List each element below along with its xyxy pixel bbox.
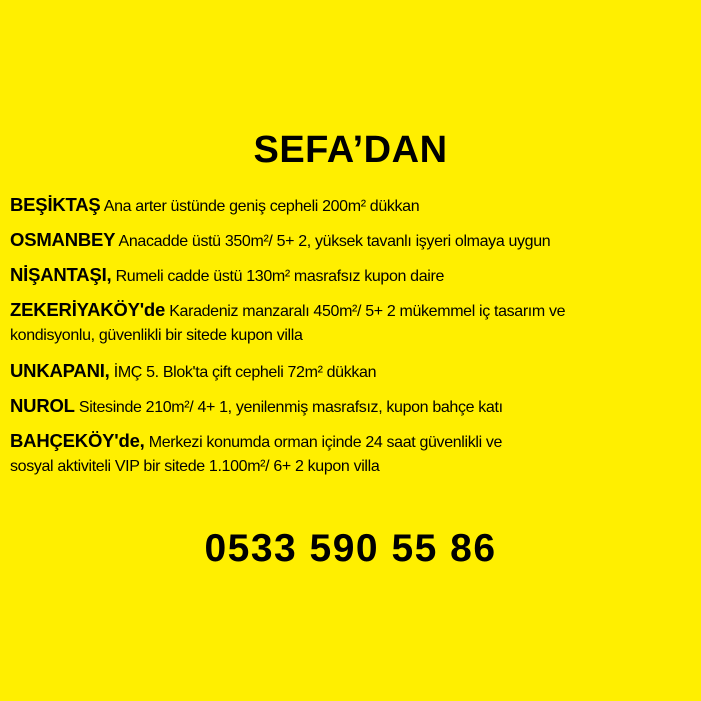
listing-osmanbey bbox=[10, 227, 695, 253]
listing-description: Rumeli cadde üstü 130m² masrafsız kupon daire bbox=[115, 268, 444, 285]
listing-description: Sitesinde 210m²/ 4+ 1, yenilenmiş masrafsız, kupon bahçe katı bbox=[78, 399, 503, 416]
listing-location: NİŞANTAŞI, bbox=[10, 264, 112, 285]
listing-location: BAHÇEKÖY'de, bbox=[10, 430, 145, 451]
page-title: SEFA’DAN bbox=[253, 129, 448, 171]
listing-location: NUROL bbox=[10, 395, 75, 416]
listing-besiktas bbox=[10, 192, 695, 218]
listing-description: Merkezi konumda orman içinde 24 saat güvenlikli ve bbox=[148, 434, 503, 451]
listing-location: UNKAPANI, bbox=[10, 360, 110, 381]
listing-location: BEŞİKTAŞ bbox=[10, 194, 101, 215]
listing-description: Anacadde üstü 350m²/ 5+ 2, yüksek tavanlı işyeri olmaya uygun bbox=[118, 233, 551, 250]
phone-number: 0533 590 55 86 bbox=[204, 527, 497, 570]
listings bbox=[10, 192, 695, 489]
listing-unkapani bbox=[10, 358, 695, 384]
listing-zekeriyakoy-continued bbox=[10, 323, 695, 349]
listing-bahcekoy-continued bbox=[10, 454, 695, 480]
listing-description: İMÇ 5. Blok'ta çift cepheli 72m² dükkan bbox=[113, 364, 377, 381]
listing-description: Ana arter üstünde geniş cepheli 200m² dükkan bbox=[103, 198, 420, 215]
listing-zekeriyakoy bbox=[10, 297, 695, 323]
listing-location: OSMANBEY bbox=[10, 229, 116, 250]
listing-nisantasi bbox=[10, 262, 695, 288]
listing-location: ZEKERİYAKÖY'de bbox=[10, 299, 166, 320]
listing-nurol bbox=[10, 393, 695, 419]
listing-bahcekoy bbox=[10, 428, 695, 454]
listing-description: sosyal aktiviteli VIP bir sitede 1.100m²/ 6+ 2 kupon villa bbox=[10, 458, 380, 475]
listing-description: Karadeniz manzaralı 450m²/ 5+ 2 mükemmel iç tasarım ve bbox=[169, 303, 566, 320]
listing-description: kondisyonlu, güvenlikli bir sitede kupon villa bbox=[10, 327, 303, 344]
